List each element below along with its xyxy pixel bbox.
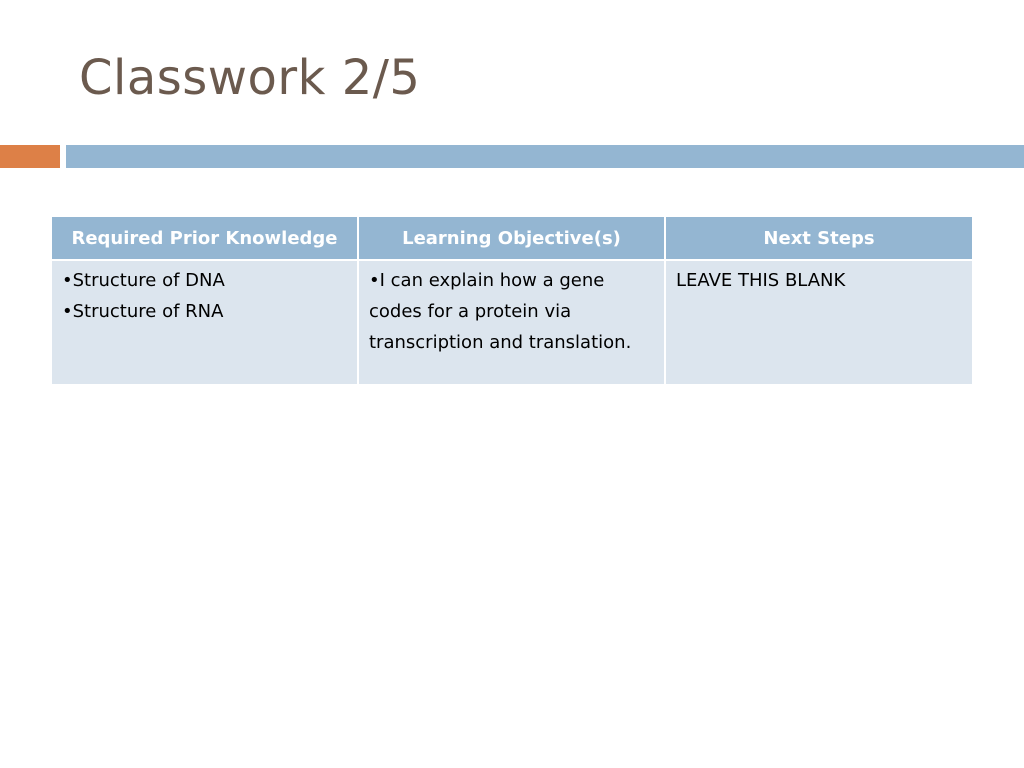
table-header-row xyxy=(52,217,972,260)
lesson-table xyxy=(52,217,972,384)
prior-knowledge-list xyxy=(62,265,347,327)
header-next-steps: Next Steps xyxy=(665,217,972,260)
table-row xyxy=(52,260,972,384)
cell-prior-knowledge xyxy=(52,260,358,384)
cell-next-steps: LEAVE THIS BLANK xyxy=(665,260,972,384)
cell-learning-objectives xyxy=(358,260,665,384)
list-item: •Structure of RNA xyxy=(62,301,224,322)
list-item: •I can explain how a gene codes for a protein via transcription and translation. xyxy=(369,270,632,353)
accent-bar-orange xyxy=(0,145,60,168)
learning-objectives-list xyxy=(369,265,654,358)
list-item: •Structure of DNA xyxy=(62,270,225,291)
accent-bar-blue xyxy=(66,145,1024,168)
slide-title: Classwork 2/5 xyxy=(79,50,421,106)
header-required-prior-knowledge: Required Prior Knowledge xyxy=(52,217,358,260)
header-learning-objectives: Learning Objective(s) xyxy=(358,217,665,260)
